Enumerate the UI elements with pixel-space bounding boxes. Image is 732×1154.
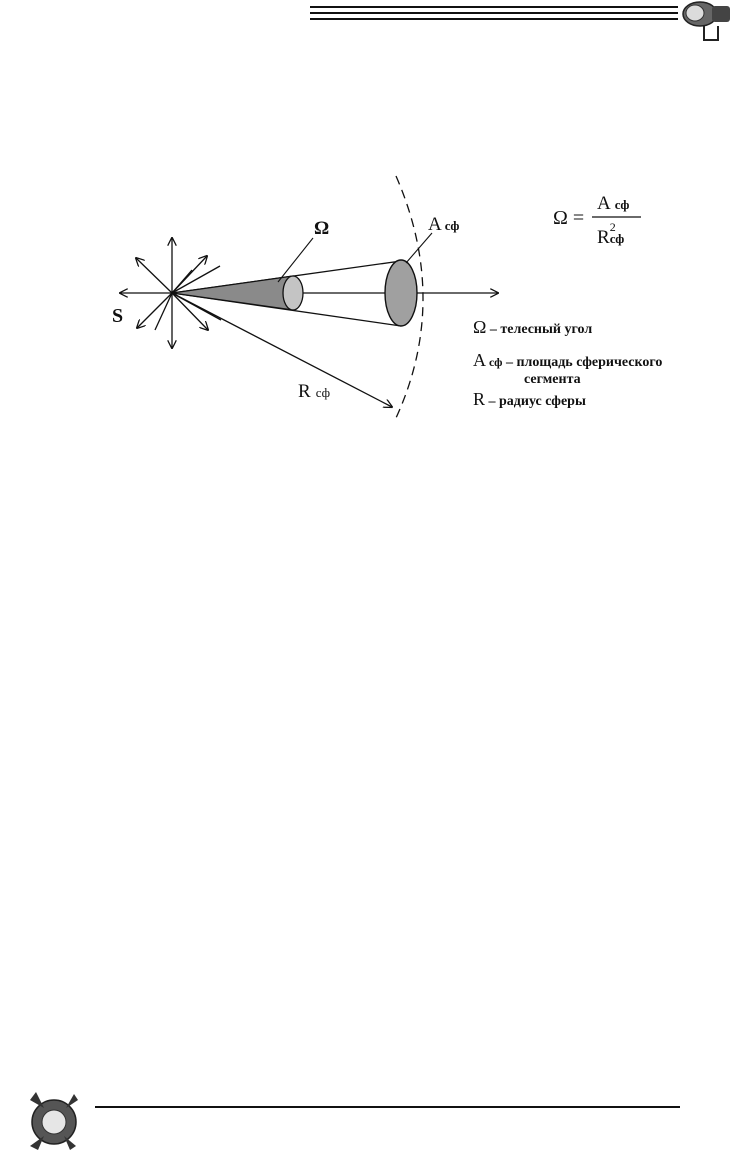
formula-denominator: $R^2$ сф [597,220,625,248]
legend-item-area-continuation: сегмента [524,372,581,387]
radius-label: R сф [298,381,331,402]
solid-angle-diagram [112,176,498,418]
shaded-cone [172,276,293,310]
formula-lhs: Ω = [553,207,585,229]
omega-label: Ω [314,218,330,239]
legend-item-radius: R – радиус сферы [473,389,586,409]
formula [553,193,641,248]
legend [473,317,662,409]
spotlight-footer-icon [30,1092,78,1150]
formula-numerator: A сф [597,193,630,214]
small-ellipse [283,276,303,310]
source-label: S [112,305,124,327]
spotlight-icon [683,2,730,40]
area-label: A сф [428,214,460,235]
legend-item-omega: Ω – телесный угол [473,317,593,337]
large-ellipse [385,260,417,326]
area-leader [406,233,432,263]
radius-line [172,293,392,407]
header-rules [310,7,678,19]
legend-item-area: A сф – площадь сферического [473,350,663,370]
